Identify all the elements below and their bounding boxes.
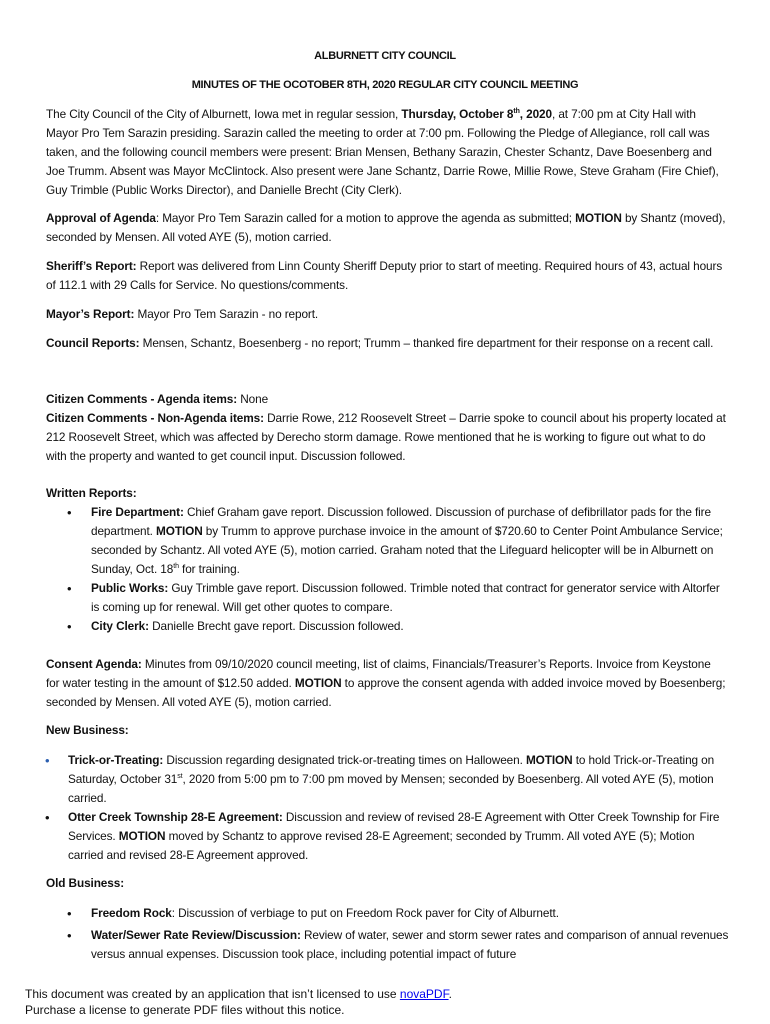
new-business-heading: New Business: (46, 723, 129, 737)
approval-of-agenda: Approval of Agenda: Mayor Pro Tem Sarazin called for a motion to approve the agenda as submitted; MOTION by Shantz (moved), seconded by Mensen. All voted AYE (5), motion carried. (46, 211, 726, 244)
list-item-water-sewer: Water/Sewer Rate Review/Discussion: Review of water, sewer and storm sewer rates and comparison of annual revenues versus annual expenses. Discussion took place, including potential impact of future (91, 928, 729, 961)
citizen-comments: Citizen Comments - Agenda items: None Citizen Comments - Non-Agenda items: Darrie Rowe, 212 Roosevelt Street – Darrie spoke to council about his property located at 212 Roosevelt Street, which was affected by Derecho storm damage. Rowe mentioned that he is working to figure out what to do with the property and wanted to get council input. Discussion followed. (46, 392, 726, 463)
bullet-icon: • (67, 906, 72, 921)
consent-agenda: Consent Agenda: Minutes from 09/10/2020 council meeting, list of claims, Financials/Treasurer’s Reports. Invoice from Keystone for water testing in the amount of $12.50 added. MOTION to approve the consent agenda with added invoice moved by Boesenberg; seconded by Mensen. All voted AYE (5), motion carried. (46, 657, 726, 709)
bullet-icon: • (67, 581, 72, 596)
bullet-icon: • (45, 753, 50, 768)
list-item-public-works: Public Works: Guy Trimble gave report. Discussion followed. Trimble noted that contract for generator service with Altorfer is coming up for renewal. Will get other quotes to compare. (91, 581, 720, 614)
document-subtitle: MINUTES OF THE OCOTOBER 8TH, 2020 REGULAR CITY COUNCIL MEETING (191, 79, 579, 91)
license-notice: This document was created by an application that isn’t licensed to use novaPDF. Purchase a license to generate PDF files without this notice. (25, 987, 452, 1017)
bullet-icon: • (45, 810, 50, 825)
intro-paragraph: The City Council of the City of Alburnett, Iowa met in regular session, Thursday, October 8th, 2020, at 7:00 pm at City Hall with Mayor Pro Tem Sarazin presiding. Sarazin called the meeting to order at 7:00 pm. Following the Pledge of Allegiance, roll call was taken, and the following council members were present: Brian Mensen, Bethany Sarazin, Chester Schantz, Dave Boesenberg and Joe Trumm. Absent was Mayor McClintock. Also present were Jane Schantz, Darrie Rowe, Millie Rowe, Steve Graham (Fire Chief), Guy Trimble (Public Works Director), and Danielle Brecht (City Clerk). (46, 107, 719, 197)
bullet-icon: • (67, 505, 72, 520)
bullet-icon: • (67, 928, 72, 943)
list-item-city-clerk: City Clerk: Danielle Brecht gave report. Discussion followed. (91, 619, 404, 633)
document-title: ALBURNETT CITY COUNCIL (314, 50, 456, 62)
bullet-icon: • (67, 619, 72, 634)
list-item-trick-or-treating: Trick-or-Treating: Discussion regarding designated trick-or-treating times on Halloween. MOTION to hold Trick-or-Treating on Saturday, October 31st, 2020 from 5:00 pm to 7:00 pm moved by Mensen; seconded by Boesenberg. All voted AYE (5), motion carried. (68, 753, 715, 805)
sheriff-report: Sheriff’s Report: Report was delivered from Linn County Sheriff Deputy prior to start of meeting. Required hours of 43, actual hours of 112.1 with 29 Calls for Service. No questions/comments. (46, 259, 723, 292)
council-reports: Council Reports: Mensen, Schantz, Boesenberg - no report; Trumm – thanked fire department for their response on a recent call. (46, 336, 714, 350)
mayor-report: Mayor’s Report: Mayor Pro Tem Sarazin - no report. (46, 307, 319, 321)
written-reports-heading: Written Reports: (46, 486, 137, 500)
novapdf-link[interactable]: novaPDF (399, 987, 449, 1001)
list-item-otter-creek: Otter Creek Township 28-E Agreement: Discussion and review of revised 28-E Agreement with Otter Creek Township for Fire Services. MOTION moved by Schantz to approve revised 28-E Agreement; seconded by Trumm. All voted AYE (5); Motion carried and revised 28-E Agreement approved. (68, 810, 720, 862)
list-item-fire-department: Fire Department: Chief Graham gave report. Discussion followed. Discussion of purchase of defibrillator pads for the fire department. MOTION by Trumm to approve purchase invoice in the amount of $720.60 to Center Point Ambulance Service; seconded by Schantz. All voted AYE (5), motion carried. Graham noted that the Lifeguard helicopter will be in Alburnett on Sunday, Oct. 18th for training. (91, 505, 723, 576)
old-business-heading: Old Business: (46, 876, 125, 890)
list-item-freedom-rock: Freedom Rock: Discussion of verbiage to put on Freedom Rock paver for City of Alburnett. (91, 906, 559, 920)
